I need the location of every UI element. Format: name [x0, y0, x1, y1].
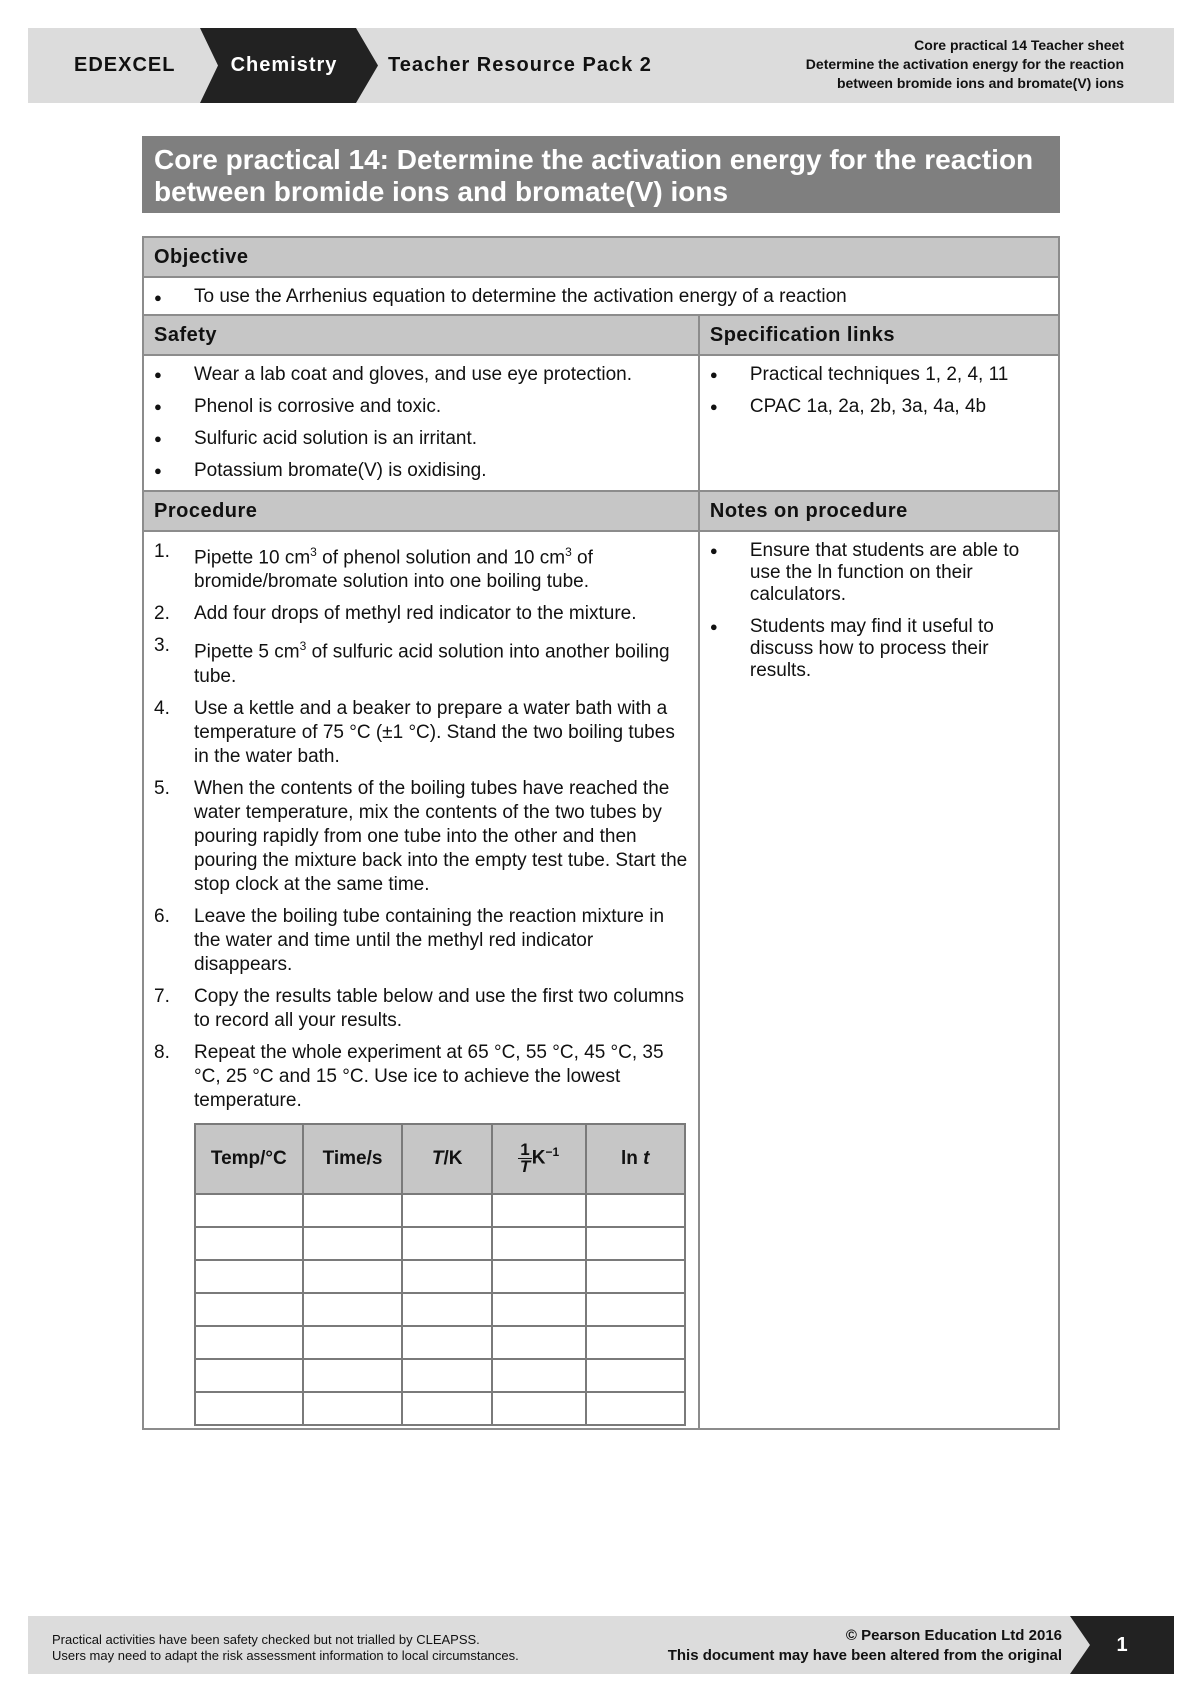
col-reciprocal-header: $\frac{1}{T}$ $K^{-1}$ [492, 1124, 586, 1194]
procedure-step-6: 6. Leave the boiling tube containing the reaction mixture in the water and time until the methyl red indicator disappears. [154, 905, 665, 975]
col-temp-header: Temp/°C [195, 1124, 303, 1194]
procedure-heading: Procedure [143, 491, 699, 531]
objective-text: To use the Arrhenius equation to determine the activation energy of a reaction [194, 286, 847, 307]
table-row [195, 1326, 685, 1359]
sheet-subtitle-2: between bromide ions and bromate(V) ions [836, 75, 1124, 91]
practical-table [142, 236, 1060, 1430]
table-row [195, 1260, 685, 1293]
objective-heading: Objective [143, 237, 1059, 277]
spec-links-list [700, 356, 1058, 434]
results-header-row [195, 1124, 685, 1194]
list-item: ● Sulfuric acid solution is an irritant. [154, 428, 688, 450]
list-item: ● Students may find it useful to discuss how to process their results. [710, 616, 1048, 682]
objective-cell [143, 277, 1059, 315]
footer-rights [610, 1626, 1062, 1666]
sheet-info [806, 36, 1124, 93]
procedure-step-3: 3. Pipette 5 $cm^3$ of sulfuric acid solution into another boiling tube. [154, 635, 670, 687]
footer-note-2: Users may need to adapt the risk assessment information to local circumstances. [52, 1648, 519, 1663]
table-row [195, 1194, 685, 1227]
footer-note-1: Practical activities have been safety checked but not trialled by CLEAPSS. [52, 1632, 480, 1647]
page-number: 1 [1116, 1634, 1128, 1656]
copyright: © Pearson Education Ltd 2016 [845, 1627, 1062, 1644]
col-ln-header: ln t [586, 1124, 685, 1194]
objective-item [144, 278, 1058, 314]
spec-links-cell [699, 355, 1059, 491]
page-number-tab [1070, 1616, 1174, 1674]
table-row [195, 1227, 685, 1260]
safety-list [144, 356, 698, 490]
list-item: ● Practical techniques 1, 2, 4, 11 [710, 364, 1048, 386]
brand-label: EDEXCEL [74, 54, 176, 76]
altered-notice: This document may have been altered from the original [667, 1647, 1062, 1664]
table-row [195, 1293, 685, 1326]
procedure-step-7: 7. Copy the results table below and use the first two columns to record all your results. [154, 985, 685, 1031]
procedure-step-5: 5. When the contents of the boiling tubes have reached the water temperature, mix the contents of the two tubes by pouring rapidly from one tube into the other and then pouring the mixture back into the empty test tube. Start the stop clock at the same time. [154, 777, 688, 895]
notes-cell [699, 531, 1059, 1429]
safety-cell [143, 355, 699, 491]
footer-notes [52, 1632, 519, 1664]
safety-heading: Safety [143, 315, 699, 355]
pack-label: Teacher Resource Pack 2 [388, 54, 652, 76]
title-line-2: between bromide ions and bromate(V) ions [154, 176, 729, 207]
bullet-icon: ● [154, 290, 162, 305]
procedure-step-1: 1. Pipette 10 $cm^3$ of phenol solution and 10 $cm^3$ of bromide/bromate solution into one boiling tube. [154, 541, 593, 593]
list-item: ● Potassium bromate(V) is oxidising. [154, 460, 688, 482]
page-footer [28, 1616, 1174, 1674]
procedure-list [144, 532, 698, 1121]
col-kelvin-header: T/K [402, 1124, 492, 1194]
notes-heading: Notes on procedure [699, 491, 1059, 531]
table-row [195, 1392, 685, 1425]
page-header [28, 28, 1174, 103]
title-line-1: Core practical 14: Determine the activation energy for the reaction [154, 144, 1034, 175]
notes-list [700, 532, 1058, 698]
list-item: ● Ensure that students are able to use the ln function on their calculators. [710, 540, 1048, 606]
sheet-subtitle-1: Determine the activation energy for the reaction [805, 56, 1124, 72]
results-table [194, 1123, 686, 1426]
subject-tab [200, 28, 378, 103]
spec-links-heading: Specification links [699, 315, 1059, 355]
table-row [195, 1359, 685, 1392]
list-item: ● CPAC 1a, 2a, 2b, 3a, 4a, 4b [710, 396, 1048, 418]
subject-label: Chemistry [230, 54, 338, 76]
page-title [142, 136, 1060, 213]
procedure-step-2: 2. Add four drops of methyl red indicator to the mixture. [154, 603, 637, 625]
procedure-step-8: 8. Repeat the whole experiment at 65 °C, 55 °C, 45 °C, 35 °C, 25 °C and 15 °C. Use ice to achieve the lowest temperature. [154, 1041, 664, 1111]
list-item: ● Phenol is corrosive and toxic. [154, 396, 688, 418]
sheet-title: Core practical 14 Teacher sheet [914, 37, 1124, 53]
list-item: ● Wear a lab coat and gloves, and use eye protection. [154, 364, 688, 386]
procedure-cell [143, 531, 699, 1429]
fraction: $\frac{1}{T}$ [519, 1140, 531, 1177]
procedure-step-4: 4. Use a kettle and a beaker to prepare a water bath with a temperature of 75 °C (±1 °C). Stand the two boiling tubes in the water bath. [154, 697, 675, 767]
col-time-header: Time/s [303, 1124, 403, 1194]
